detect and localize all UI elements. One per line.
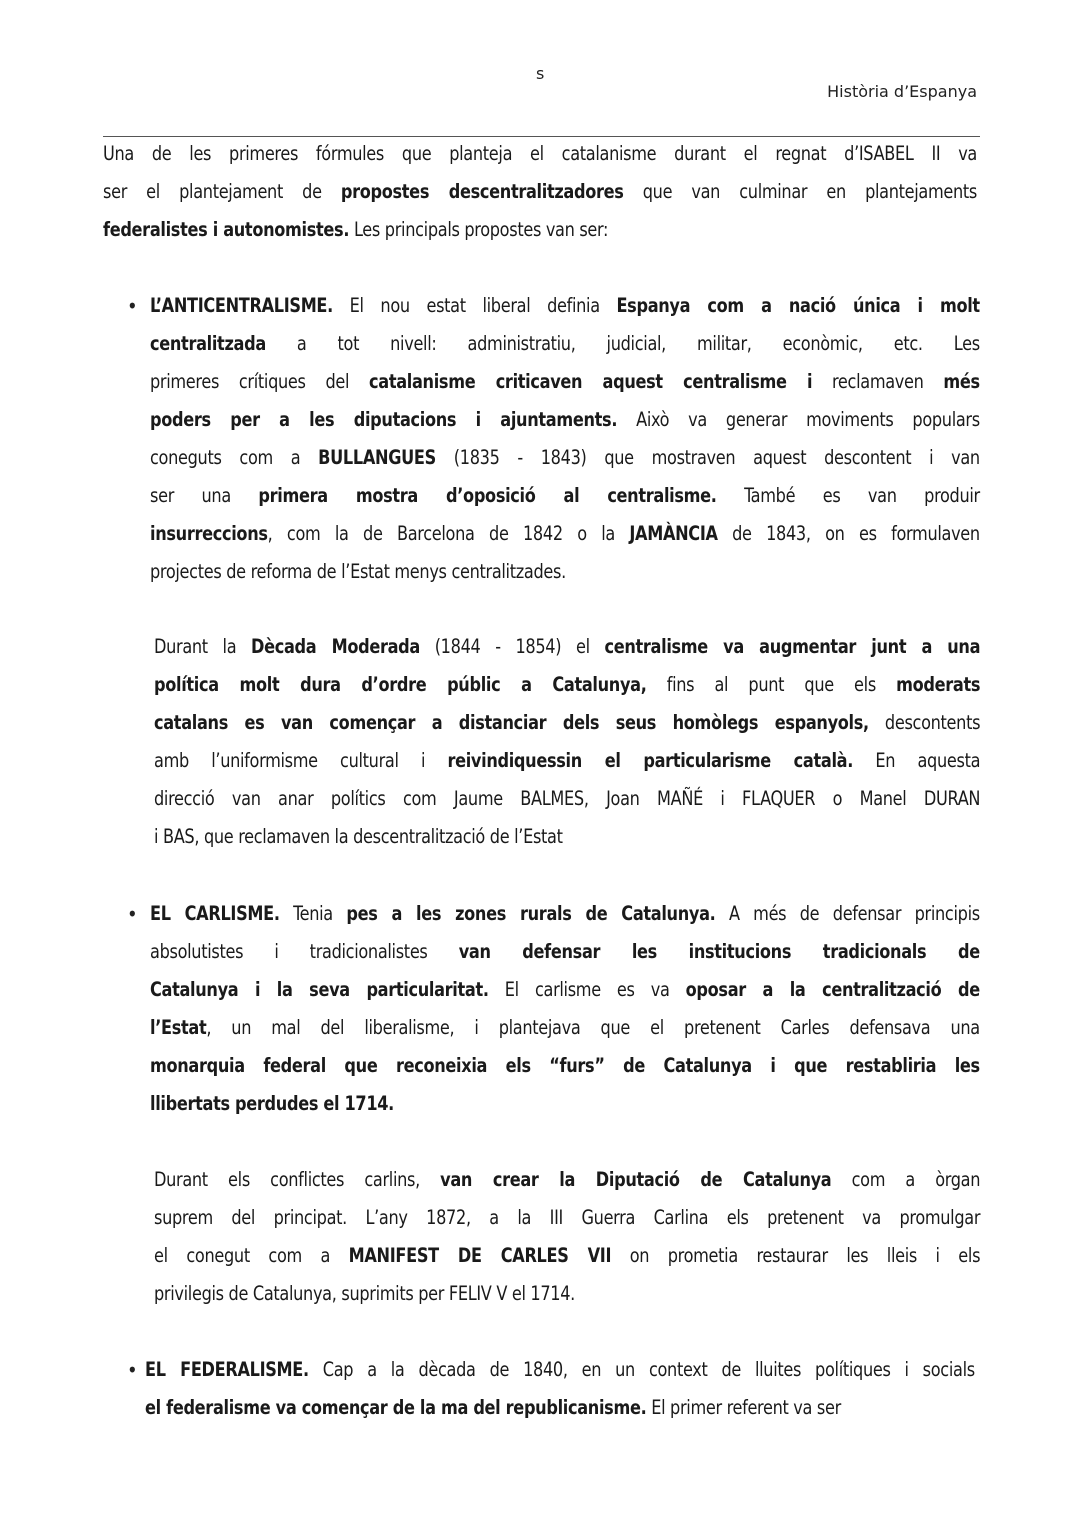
section-anticentralisme-subparagraph <box>154 628 980 856</box>
section-carlisme-subparagraph <box>154 1161 980 1313</box>
bold-text: propostes descentralitzadores <box>340 180 624 203</box>
text-line: Catalunya i la seva particularitat. El carlisme es va oposar a la centralització de <box>150 978 980 1001</box>
text-line: amb l’uniformisme cultural i reivindiquessin el particularisme català. En aquesta <box>154 749 981 772</box>
bold-text: EL CARLISME. <box>150 902 280 925</box>
text-line: primeres crítiques del catalanisme criticaven aquest centralisme i reclamaven més <box>150 370 980 393</box>
running-title: Història d’Espanya <box>827 82 977 101</box>
bold-text: federalistes i autonomistes. <box>103 218 350 241</box>
text-line: projectes de reforma de l’Estat menys centralitzades. <box>150 560 566 583</box>
text-line: política molt dura d’ordre públic a Catalunya, fins al punt que els moderats <box>154 673 981 696</box>
bold-text: Dècada Moderada <box>251 635 420 658</box>
bold-text: primera mostra d’oposició al centralisme. <box>258 484 717 507</box>
text-line: insurreccions, com la de Barcelona de 1842 o la JAMÀNCIA de 1843, on es formulaven <box>150 522 980 545</box>
intro-paragraph <box>103 135 977 249</box>
page-number: s <box>536 64 545 83</box>
text-line: centralitzada a tot nivell: administratiu, judicial, militar, econòmic, etc. Les <box>150 332 980 355</box>
text-line <box>150 1047 980 1085</box>
bold-text: oposar a la centralització de <box>685 978 980 1001</box>
text-line: Una de les primeres fórmules que planteja el catalanisme durant el regnat d’ISABEL II va <box>103 142 977 165</box>
bold-text: reivindiquessin el particularisme català. <box>447 749 854 772</box>
bold-text: catalanisme criticaven aquest centralisme i <box>369 370 813 393</box>
text-line: privilegis de Catalunya, suprimits per FELIV V el 1714. <box>154 1282 576 1305</box>
bold-text: Catalunya i la seva particularitat. <box>150 978 489 1001</box>
bold-text: moderats <box>896 673 981 696</box>
text-line: suprem del principat. L’any 1872, a la III Guerra Carlina els pretenent va promulgar <box>154 1206 981 1229</box>
text-line: ser el plantejament de propostes descentralitzadores que van culminar en plantejaments <box>103 180 978 203</box>
bold-text: JAMÀNCIA <box>629 522 718 545</box>
bold-text: centralitzada <box>150 332 266 355</box>
text-line: poders per a les diputacions i ajuntaments. Això va generar moviments populars <box>150 408 980 431</box>
text-line: L’ANTICENTRALISME. El nou estat liberal definia Espanya com a nació única i molt <box>150 294 980 317</box>
text-line: direcció van anar polítics com Jaume BALMES, Joan MAÑÉ i FLAQUER o Manel DURAN <box>154 787 981 810</box>
bold-text: centralisme va augmentar junt a una <box>604 635 981 658</box>
bold-text: van defensar les institucions tradicionals de <box>458 940 980 963</box>
bold-text: L’ANTICENTRALISME. <box>150 294 333 317</box>
text-line: coneguts com a BULLANGUES (1835 - 1843) que mostraven aquest descontent i van <box>150 446 980 469</box>
text-line: EL FEDERALISME. Cap a la dècada de 1840, en un context de lluites polítiques i socials <box>145 1358 975 1381</box>
bold-text: Espanya com a nació única i molt <box>616 294 980 317</box>
text-line: el conegut com a MANIFEST DE CARLES VII on prometia restaurar les lleis i els <box>154 1244 981 1267</box>
bold-text: llibertats perdudes el 1714. <box>150 1092 394 1115</box>
bold-text: més <box>943 370 980 393</box>
text-line: l’Estat, un mal del liberalisme, i plantejava que el pretenent Carles defensava una <box>150 1016 980 1039</box>
text-line: ser una primera mostra d’oposició al centralisme. També es van produir <box>150 484 980 507</box>
text-line: Durant la Dècada Moderada (1844 - 1854) el centralisme va augmentar junt a una <box>154 635 981 658</box>
text-line: EL CARLISME. Tenia pes a les zones rurals de Catalunya. A més de defensar principis <box>150 902 980 925</box>
text-line: Durant els conflictes carlins, van crear la Diputació de Catalunya com a òrgan <box>154 1168 981 1191</box>
bold-text: monarquia federal que reconeixia els “furs” de Catalunya i que restabliria les <box>150 1054 980 1077</box>
section-carlisme <box>150 895 980 1123</box>
bold-text: poders per a les diputacions i ajuntaments. <box>150 408 618 431</box>
text-line: catalans es van començar a distanciar dels seus homòlegs espanyols, descontents <box>154 711 981 734</box>
bold-text: l’Estat <box>150 1016 207 1039</box>
text-line: i BAS, que reclamaven la descentralització de l’Estat <box>154 825 563 848</box>
bold-text: van crear la Diputació de Catalunya <box>440 1168 832 1191</box>
bullet-icon: • <box>127 902 138 926</box>
bold-text: BULLANGUES <box>318 446 436 469</box>
text-line: absolutistes i tradicionalistes van defensar les institucions tradicionals de <box>150 940 980 963</box>
section-federalisme <box>145 1351 975 1427</box>
text-line: federalistes i autonomistes. Les principals propostes van ser: <box>103 218 609 241</box>
section-anticentralisme <box>150 287 980 591</box>
bold-text: catalans es van començar a distanciar dels seus homòlegs espanyols, <box>154 711 869 734</box>
bold-text: MANIFEST DE CARLES VII <box>348 1244 612 1267</box>
text-line: el federalisme va començar de la ma del republicanisme. El primer referent va ser <box>145 1396 841 1419</box>
bullet-icon: • <box>127 1358 138 1382</box>
bold-text: el federalisme va començar de la ma del republicanisme. <box>145 1396 647 1419</box>
bold-text: pes a les zones rurals de Catalunya. <box>346 902 716 925</box>
text-line <box>150 1085 980 1123</box>
bold-text: EL FEDERALISME. <box>145 1358 309 1381</box>
bullet-icon: • <box>127 294 138 318</box>
bold-text: política molt dura d’ordre públic a Catalunya, <box>154 673 647 696</box>
bold-text: insurreccions <box>150 522 268 545</box>
